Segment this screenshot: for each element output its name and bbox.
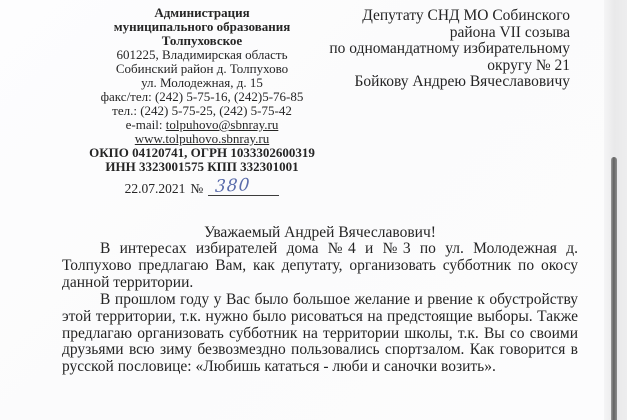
recipient-line: по одномандатному избирательному [329, 40, 570, 58]
recipient-line: округу № 21 [487, 56, 570, 74]
org-phone-line: тел.: (242) 5-75-25, (242) 5-75-42 [112, 103, 292, 118]
recipient-block [300, 8, 570, 91]
email-label: e-mail: [125, 117, 166, 132]
org-website: www.tolpuhovo.sbnray.ru [134, 131, 270, 146]
org-phone-line: факс/тел: (242) 5-75-16, (242)5-76-85 [100, 89, 304, 104]
org-name-line: Толпуховское [161, 33, 243, 48]
email-address: tolpuhovo@sbnray.ru [165, 117, 279, 132]
letter-body [62, 241, 578, 376]
org-registration-line: ИНН 3323001575 КПП 332301001 [105, 159, 299, 174]
number-blank-line [208, 175, 279, 197]
recipient-line: Депутату СНД МО Собинского [362, 7, 570, 24]
date-and-number-row [62, 175, 342, 197]
salutation: Уважаемый Андрей Вячеславович! [204, 224, 436, 241]
org-email-line [62, 118, 342, 132]
org-address-line: 601225, Владимирская область [116, 47, 288, 62]
recipient-line: района VII созыва [449, 23, 570, 41]
org-address-line: ул. Молодежная, д. 15 [141, 75, 263, 90]
recipient-line: Бойкову Андрею Вячеславовичу [354, 73, 570, 91]
page-edge-shadow [611, 157, 617, 420]
number-sign: № [190, 181, 204, 196]
handwritten-letter-number: 380 [214, 175, 252, 197]
org-name-line: Администрация [154, 5, 250, 20]
body-paragraph: В прошлом году у Вас было большое желание и рвение к обустройству этой территории, т.к. нужно было рисоваться на предстоящие выборы. Также предлагаю организовать субботник на территории школы, т.к. Вы со своими друзьями всю зиму безвозмездно пользовались спортзалом. Как говорится в русской пословице: «Любишь кататься - люби и саночки возить». [62, 290, 578, 376]
org-registration-line: ОКПО 04120741, ОГРН 1033302600319 [89, 145, 315, 160]
body-paragraph: В интересах избирателей дома №4 и №3 по ул. Молодежная д. Толпухово предлагаю Вам, как депутату, организовать субботник по окосу данной территории. [62, 240, 578, 291]
org-address-line: Собинский район д. Толпухово [115, 61, 289, 76]
letter-date: 22.07.2021 [124, 181, 186, 196]
org-name-line: муниципального образования [113, 19, 291, 34]
